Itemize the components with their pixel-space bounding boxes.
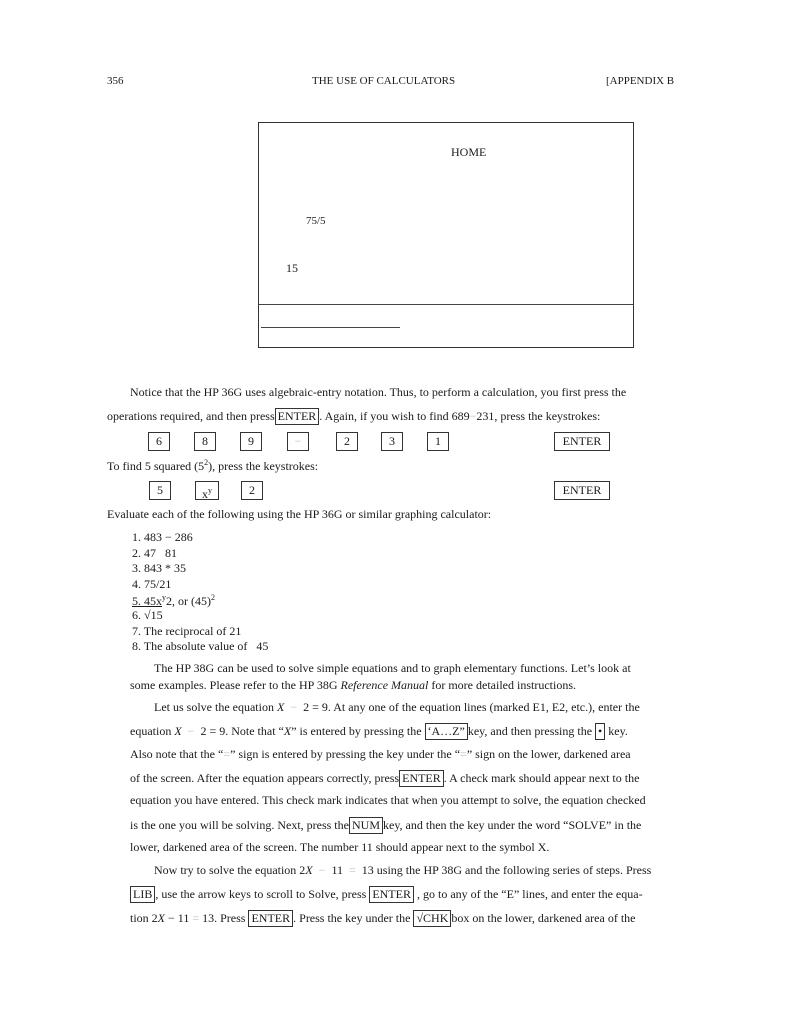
exercise-5-pre: 5. 45x xyxy=(132,594,162,608)
exercise-6: 6. √15 xyxy=(132,608,163,622)
key-6: 6 xyxy=(148,432,170,451)
p3l1-pre: Let us solve the equation xyxy=(154,700,277,714)
enter-key-p4b: ENTER xyxy=(248,910,293,927)
section-label: [APPENDIX B xyxy=(606,75,675,87)
exercise-8-pre: 8. The absolute value of xyxy=(132,639,251,653)
exercise-5-sup: y xyxy=(162,593,166,602)
exercise-3: 3. 843 * 35 xyxy=(132,561,186,575)
para2-line2 xyxy=(130,678,576,693)
p3l2-post: key. xyxy=(608,724,628,738)
p3l6-post: key, and then the key under the word “SOLVE” in the xyxy=(383,818,642,832)
key-minus: − xyxy=(287,432,309,451)
exercise-2-pre: 2. 47 xyxy=(132,546,159,560)
exercise-8-post: 45 xyxy=(256,639,269,653)
running-title: THE USE OF CALCULATORS xyxy=(312,75,456,87)
p4l3-eq: = xyxy=(192,911,200,925)
p3l3-sym2: = xyxy=(460,747,467,761)
para3-line2 xyxy=(130,723,628,740)
p4l1-pre: Now try to solve the equation 2 xyxy=(154,863,306,877)
chk-key: √CHK xyxy=(413,910,451,927)
p3l3-post: ” sign on the lower, darkened area xyxy=(466,747,631,761)
squared-sup: 2 xyxy=(204,458,209,467)
para2-line2-post: for more detailed instructions. xyxy=(428,678,576,692)
exercise-5 xyxy=(132,593,215,609)
key-enter-second: ENTER xyxy=(554,481,610,500)
p3l2-x: X xyxy=(174,724,182,738)
para1-line2-mid: . Again, if you wish to find 689 xyxy=(319,409,470,423)
squared-line-pre: To find 5 squared (5 xyxy=(107,459,205,473)
para4-line3 xyxy=(130,910,635,927)
p3l3-pre: Also note that the “ xyxy=(130,747,224,761)
exercise-2-post: 81 xyxy=(165,546,177,560)
exercise-4: 4. 75/21 xyxy=(132,577,172,591)
key-x-label: x xyxy=(202,487,208,501)
p4l3-post: box on the lower, darkened area of the xyxy=(451,911,636,925)
screen-menu-line xyxy=(261,327,400,328)
p4l3-mid2: 13. Press xyxy=(199,911,246,925)
para1-line1: Notice that the HP 36G uses algebraic-entry notation. Thus, to perform a calculation, you first press the xyxy=(130,385,627,399)
exercise-2 xyxy=(132,546,177,561)
screen-divider xyxy=(259,304,633,305)
p3l2-mid3: key, and then pressing the xyxy=(467,724,593,738)
screen-result: 15 xyxy=(286,261,298,275)
dot-key: • xyxy=(595,723,605,740)
p3l2-xq: X xyxy=(283,724,292,738)
exercise-7: 7. The reciprocal of 21 xyxy=(132,624,242,638)
p4l3-pre: tion 2 xyxy=(130,911,158,925)
para2-line1: The HP 38G can be used to solve simple equations and to graph elementary functions. Let’s look at xyxy=(154,661,631,675)
p3l2-mid2: ” is entered by pressing the xyxy=(291,724,422,738)
para3-line4 xyxy=(130,770,639,787)
p4l1-x: X xyxy=(305,863,313,877)
evaluate-intro: Evaluate each of the following using the HP 36G or similar graphing calculator: xyxy=(107,507,492,521)
p3l1-op: − xyxy=(290,700,298,714)
p4l1-eq: = xyxy=(349,863,356,877)
para4-line1 xyxy=(154,863,651,878)
exercise-5-mid: 2, or (45) xyxy=(166,594,211,608)
key-8: 8 xyxy=(194,432,216,451)
p3l1-post: 2 = 9. At any one of the equation lines (marked E1, E2, etc.), enter the xyxy=(303,700,640,714)
p4l1-post: 13 using the HP 38G and the following series of steps. Press xyxy=(361,863,652,877)
squared-line-post: ), press the keystrokes: xyxy=(208,459,319,473)
exercise-8 xyxy=(132,639,268,654)
para3-line5: equation you have entered. This check mark indicates that when you attempt to solve, the equation checked xyxy=(130,793,646,807)
key-1: 1 xyxy=(427,432,449,451)
p4l3-x: X xyxy=(157,911,166,925)
para1-line2-post: 231, press the keystrokes: xyxy=(476,409,601,423)
para3-line6 xyxy=(130,817,641,834)
reference-manual-title: Reference Manual xyxy=(340,678,429,692)
lib-key: LIB xyxy=(130,886,155,903)
screen-title: HOME xyxy=(451,145,487,159)
key-2: 2 xyxy=(336,432,358,451)
key-5: 5 xyxy=(149,481,171,500)
exercise-5-sup2: 2 xyxy=(211,593,215,602)
screen-entry: 75/5 xyxy=(306,215,326,227)
key-y-sup: y xyxy=(208,486,212,495)
p4l2-mid: , use the arrow keys to scroll to Solve, press xyxy=(155,887,367,901)
para1-line2-pre: operations required, and then press xyxy=(107,409,275,423)
p3l2-pre: equation xyxy=(130,724,175,738)
p3l4-post: . A check mark should appear next to the xyxy=(443,771,640,785)
enter-key-p3: ENTER xyxy=(399,770,444,787)
alpha-key: ‘A…Z” xyxy=(425,723,468,740)
para3-line1 xyxy=(154,700,640,715)
key-enter: ENTER xyxy=(554,432,610,451)
squared-line xyxy=(107,458,318,474)
calculator-screen-figure xyxy=(258,122,634,348)
para4-line2 xyxy=(130,886,643,903)
enter-key-p4: ENTER xyxy=(369,886,414,903)
num-key: NUM xyxy=(349,817,383,834)
key-x-power-y xyxy=(195,481,219,500)
p3l6-pre: is the one you will be solving. Next, press the xyxy=(130,818,349,832)
para1-line2 xyxy=(107,408,600,425)
key-3: 3 xyxy=(381,432,403,451)
enter-key: ENTER xyxy=(275,408,320,425)
key-2-second: 2 xyxy=(241,481,263,500)
para3-line3 xyxy=(130,747,631,762)
p3l2-op: − xyxy=(187,724,195,738)
p3l3-sym: = xyxy=(223,747,231,761)
p4l1-op: − xyxy=(318,863,326,877)
p4l3-mid: − 11 xyxy=(165,911,193,925)
p3l3-mid: ” sign is entered by pressing the key under the “ xyxy=(230,747,461,761)
exercise-1: 1. 483 − 286 xyxy=(132,530,193,544)
p4l1-mid: 11 xyxy=(331,863,343,877)
p3l1-x: X xyxy=(276,700,285,714)
p3l2-mid: 2 = 9. Note that “ xyxy=(200,724,284,738)
p4l3-mid3: . Press the key under the xyxy=(293,911,411,925)
key-9: 9 xyxy=(240,432,262,451)
p3l4-pre: of the screen. After the equation appears correctly, press xyxy=(130,771,400,785)
para2-line2-pre: some examples. Please refer to the HP 38G xyxy=(130,678,341,692)
page-number: 356 xyxy=(107,75,124,87)
p4l2-post: , go to any of the “E” lines, and enter the equa- xyxy=(416,887,643,901)
minus-sign: − xyxy=(469,409,477,423)
para3-line7: lower, darkened area of the screen. The number 11 should appear next to the symbol X. xyxy=(130,840,550,854)
